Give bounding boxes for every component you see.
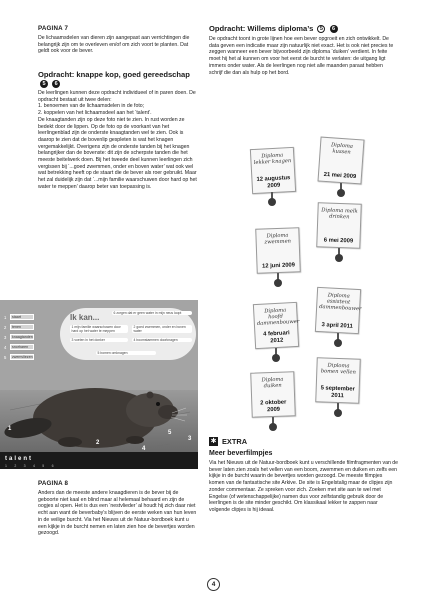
- opdracht1-line: 2. koppelen van het lichaamsdeel aan het ‘talent’.: [38, 110, 152, 117]
- diploma-title: Diploma zwemmen: [264, 232, 292, 246]
- pin-icon: [269, 423, 277, 431]
- badge-6-icon: 6: [52, 80, 60, 88]
- pagina8-paragraph: Anders dan de meeste andere knaagdieren is de bever bij de geboorte niet kaal en blind maar al helemaal behaard en zijn de oogjes al open. Het is dus een ‘nestvlieder’ al houdt hij zich daar niet echt aan want de beverbaby’s blijven de eerste weken van hun leven in de veilige burcht. Via het Nieuws uit de Natuur-bordboek kunt u een kijkje in de burcht nemen en laten zien hoe de bevertjes worden gezoogd.: [38, 490, 197, 537]
- opdracht1-heading: [38, 71, 198, 88]
- photo-number-3: 3: [188, 436, 192, 442]
- legend-item: 1 staart: [4, 314, 34, 320]
- diploma-note: [255, 227, 301, 274]
- extra-title: Meer beverfilmpjes: [209, 450, 273, 457]
- opdracht1-title: Opdracht: knappe kop, goed gereedschap: [38, 70, 190, 79]
- pin-icon: [337, 189, 345, 197]
- badge-5-icon: 5: [40, 80, 48, 88]
- page-label-8: PAGINA 8: [38, 480, 69, 487]
- diploma-note: [253, 302, 299, 349]
- diploma-note: [250, 147, 296, 194]
- diploma-date: 5 september 2011: [320, 385, 355, 399]
- opdracht2-title: Opdracht: Willems diploma’s: [209, 24, 314, 33]
- photo-number-4: 4: [142, 446, 146, 452]
- diploma-date: 2 oktober 2009: [260, 399, 287, 413]
- pin-icon: [335, 254, 343, 262]
- legend-item: 2 tenen: [4, 324, 34, 330]
- legend-item: 5 zwemvliezen: [4, 354, 33, 360]
- extra-paragraph: Via het Nieuws uit de Natuur-bordboek kunt u verschillende filmfragmenten van de bever laten zien zoals het vellen van een boom, zwemmen en duiken en zelfs een kijkje in de burcht waarin de bevertjes worden gezoogd. De meeste filmpjes komen van de fantastische site Arkive. De site is Engelstalig maar de clipjes zijn zonder commentaar. Ze spreken voor zich. Zoeken met site aan te wel met Engelse (of wetenschappelijke) namen dus voor zelfstandig gebruik door de leerlingen is de site minder geschikt. Om klassikaal lekker te zappen naar volgende clipjes is hij ideaal.: [209, 460, 399, 513]
- diploma-title: Diploma bomen vellen: [320, 362, 356, 376]
- badge-6-icon: 6: [330, 25, 338, 33]
- cloud-item: 6 zorgen dat er geen water in mijn neus loopt: [112, 311, 192, 315]
- pin-icon: [268, 198, 276, 206]
- diploma-title: Diploma duiken: [261, 376, 284, 390]
- legend-item: 4 snorharen: [4, 344, 34, 350]
- diploma-date: 12 juni 2009: [261, 262, 296, 270]
- photo-number-1: 1: [8, 426, 12, 432]
- badge-5-icon: 5: [317, 25, 325, 33]
- diploma-title: Diploma hoofd dammenbouwer: [256, 307, 300, 327]
- cloud-item: 2 goed zwemmen, onder en boven water: [132, 325, 192, 333]
- diploma-title: Diploma lekker knagen: [253, 152, 292, 166]
- page-label-7: PAGINA 7: [38, 25, 69, 32]
- opdracht1-line: De knaagtanden zijn op deze foto niet te zien. In rust worden ze bedekt door de lippen. Op de foto op de voorkant van het leerlingenblad zijn de onderste knaagtanden wel te zien. Ook is daarop te zien dat de bovenlip gespleten is wat het knagen vergemakkelijkt. Overigens zijn de onderste tanden bij het knagen belangrijker dan de bovenste: dit zijn de scherpste tanden die het meeste beitelwerk doen. Bij het tweede deel kunnen leerlingen zich vergissen bij ‘...goed zwemmen, onder en boven water’ wat ook wel wat betrekking heeft op de staart die de bever als roer gebruikt. Maar het zal duidelijk zijn dat ‘...mijn familie waarschuwen door hard op het water te meppen’ daarop beter van toepassing is.: [38, 116, 197, 190]
- pin-icon: [334, 409, 342, 417]
- diploma-title: Diploma melk drinken: [321, 207, 358, 221]
- cloud-item: 3 voelen in het donker: [70, 338, 128, 342]
- extra-label: EXTRA: [222, 437, 248, 446]
- opdracht1-body: [38, 90, 198, 191]
- intro-paragraph: De lichaamsdelen van dieren zijn aangepast aan verrichtingen die belangrijk zijn om te overleven en/of om zich voort te planten. Dat geldt ook voor de bever.: [38, 35, 190, 55]
- diploma-date: 6 mei 2009: [323, 237, 354, 245]
- diploma-title: Diploma kussen: [330, 142, 354, 156]
- photo-number-5: 5: [168, 430, 172, 436]
- diploma-note: [315, 357, 361, 404]
- diploma-date: 21 mei 2009: [323, 171, 357, 180]
- pin-icon: [334, 339, 342, 347]
- talent-logo: talent: [5, 456, 34, 462]
- cloud-item: 5 bomen omknagen: [96, 351, 156, 355]
- pin-icon: [274, 279, 282, 287]
- opdracht1-line: 1. benoemen van de lichaamsdelen in de foto;: [38, 103, 145, 110]
- diploma-note: [250, 371, 296, 418]
- photo-number-2: 2: [96, 440, 100, 446]
- diploma-date: 3 april 2011: [321, 321, 353, 330]
- page-number: 4: [207, 578, 220, 591]
- extra-icon: ✱: [210, 438, 217, 445]
- diploma-date: 4 februari 2012: [263, 330, 290, 344]
- pin-icon: [272, 354, 280, 362]
- talent-digits: 1 2 3 4 5 6: [5, 464, 57, 468]
- diploma-note: [317, 137, 364, 185]
- legend-item: 3 knaagtanden: [4, 334, 33, 340]
- beaver-photo: [0, 300, 198, 469]
- opdracht2-heading: [209, 25, 399, 34]
- cloud-item: 1 mijn familie waarschuwen door hard op het water te meppen: [70, 325, 128, 333]
- opdracht1-line: De leerlingen kunnen deze opdracht individueel of in paren doen. De opdracht bestaat uit twee delen:: [38, 90, 196, 103]
- cloud-title: Ik kan...: [70, 313, 100, 322]
- diploma-note: [315, 287, 361, 334]
- diploma-title: Diploma assistent dammenbouwer: [318, 292, 362, 313]
- cloud-item: 4 boomstammen doorknagen: [132, 338, 192, 342]
- diploma-note: [316, 202, 362, 249]
- opdracht2-paragraph: De opdracht toont in grote lijnen hoe een bever opgroeit en zich ontwikkelt. De data geven een indicatie maar zijn natuurlijk niet exact. Het is ook niet precies te zeggen wanneer een bever bijvoorbeeld zijn diploma ‘duiken’ verdient. In feite moet hij het al kunnen om voor het eerst de burcht te verlaten: de uitgang ligt immers onder water. Als de leerlingen nog niet alle maanden paraat hebben schrijf die dan als hulp op het bord.: [209, 36, 394, 76]
- diploma-date: 12 augustus 2009: [256, 175, 291, 189]
